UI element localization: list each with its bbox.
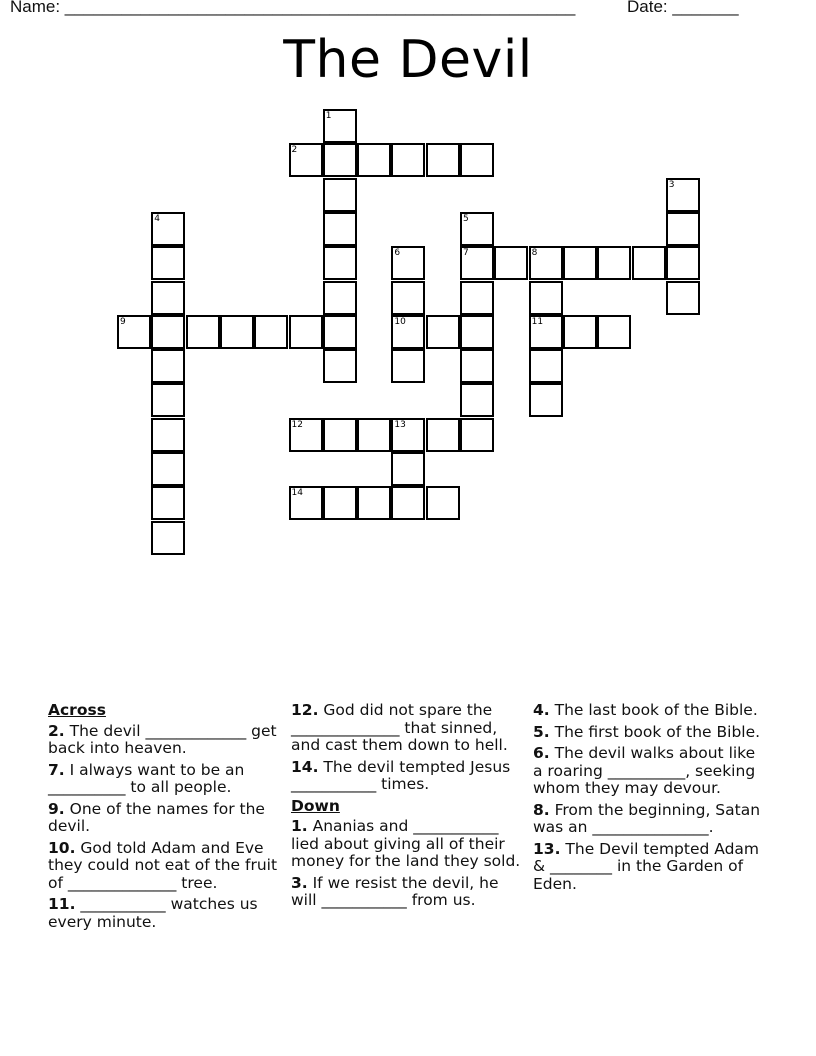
crossword-cell[interactable] — [391, 143, 425, 177]
crossword-cell[interactable] — [426, 143, 460, 177]
clue-across-9: 9. One of the names for the devil. — [48, 799, 265, 835]
clue-across-11: 11. ___________ watches us every minute. — [48, 895, 258, 931]
crossword-cell[interactable] — [323, 246, 357, 280]
clue-across-12: 12. God did not spare the ______________ that sinned, and cast them down to hell. — [291, 701, 508, 754]
crossword-cell[interactable] — [289, 315, 323, 349]
cell-number: 14 — [291, 488, 303, 499]
crossword-cell[interactable] — [323, 281, 357, 315]
crossword-cell[interactable] — [220, 315, 254, 349]
clue-across-14: 14. The devil tempted Jesus ___________ times. — [291, 757, 511, 793]
date-field-label[interactable]: Date: _______ — [627, 0, 739, 16]
crossword-cell[interactable] — [529, 383, 563, 417]
cell-number: 12 — [291, 419, 303, 430]
cell-number: 4 — [154, 213, 161, 224]
crossword-cell[interactable] — [357, 143, 391, 177]
crossword-cell[interactable] — [357, 418, 391, 452]
crossword-cell[interactable] — [151, 349, 185, 383]
crossword-cell[interactable] — [391, 418, 425, 452]
cell-number: 8 — [531, 248, 538, 259]
crossword-cell[interactable] — [529, 281, 563, 315]
crossword-cell[interactable] — [460, 349, 494, 383]
cell-number: 13 — [394, 419, 406, 430]
crossword-cell[interactable] — [151, 486, 185, 520]
crossword-cell[interactable] — [151, 521, 185, 555]
crossword-cell[interactable] — [323, 418, 357, 452]
crossword-cell[interactable] — [391, 281, 425, 315]
crossword-cell[interactable] — [151, 452, 185, 486]
crossword-cell[interactable] — [391, 486, 425, 520]
crossword-cell[interactable] — [460, 281, 494, 315]
across-heading: Across — [48, 701, 106, 719]
crossword-cell[interactable] — [460, 315, 494, 349]
crossword-cell[interactable] — [151, 418, 185, 452]
cell-number: 10 — [394, 316, 406, 327]
crossword-cell[interactable] — [494, 246, 528, 280]
cell-number: 5 — [463, 213, 469, 224]
name-field-label[interactable]: Name: ______________________________________________________ — [10, 0, 576, 16]
crossword-cell[interactable] — [391, 315, 425, 349]
puzzle-title: The Devil — [283, 30, 533, 90]
crossword-cell[interactable] — [391, 349, 425, 383]
crossword-cell[interactable] — [460, 212, 494, 246]
crossword-cell[interactable] — [151, 246, 185, 280]
crossword-cell[interactable] — [426, 486, 460, 520]
crossword-cell[interactable] — [597, 315, 631, 349]
down-heading: Down — [291, 796, 340, 815]
crossword-cell[interactable] — [323, 212, 357, 246]
crossword-cell[interactable] — [460, 246, 494, 280]
cell-number: 2 — [291, 145, 298, 156]
crossword-cell[interactable] — [186, 315, 220, 349]
cell-number: 7 — [463, 248, 469, 259]
crossword-cell[interactable] — [529, 246, 563, 280]
crossword-cell[interactable] — [357, 486, 391, 520]
clue-down-13: 13. The Devil tempted Adam & ________ in the Garden of Eden. — [533, 839, 760, 893]
crossword-cell[interactable] — [426, 418, 460, 452]
clues-column-2 — [291, 702, 523, 914]
crossword-cell[interactable] — [323, 143, 357, 177]
crossword-cell[interactable] — [151, 281, 185, 315]
crossword-cell[interactable] — [666, 281, 700, 315]
crossword-cell[interactable] — [460, 383, 494, 417]
clues-column-1 — [48, 702, 280, 935]
crossword-cell[interactable] — [529, 349, 563, 383]
crossword-cell[interactable] — [460, 143, 494, 177]
crossword-cell[interactable] — [151, 212, 185, 246]
crossword-cell[interactable] — [597, 246, 631, 280]
crossword-cell[interactable] — [426, 315, 460, 349]
crossword-cell[interactable] — [323, 109, 357, 143]
crossword-cell[interactable] — [563, 246, 597, 280]
clue-down-3: 3. If we resist the devil, he will ___________ from us. — [291, 873, 499, 909]
crossword-cell[interactable] — [666, 246, 700, 280]
clue-down-4: 4. The last book of the Bible. — [533, 701, 758, 719]
cell-number: 1 — [325, 111, 332, 121]
clues-column-3 — [533, 702, 765, 897]
clue-down-5: 5. The first book of the Bible. — [533, 722, 761, 741]
cell-number: 9 — [120, 316, 126, 327]
clue-across-7: 7. I always want to be an __________ to all people. — [48, 760, 245, 796]
crossword-cell[interactable] — [254, 315, 288, 349]
crossword-cell[interactable] — [563, 315, 597, 349]
crossword-cell[interactable] — [666, 212, 700, 246]
crossword-cell[interactable] — [151, 315, 185, 349]
crossword-cell[interactable] — [289, 418, 323, 452]
crossword-cell[interactable] — [289, 486, 323, 520]
crossword-cell[interactable] — [460, 418, 494, 452]
clue-down-6: 6. The devil walks about like a roaring __________, seeking whom they may devour. — [533, 744, 756, 797]
clue-across-10: 10. God told Adam and Eve they could not eat of the fruit of ______________ tree. — [48, 838, 278, 892]
crossword-cell[interactable] — [323, 486, 357, 520]
clue-down-1: 1. Ananias and ___________ lied about giving all of their money for the land they sold. — [291, 817, 521, 870]
cell-number: 3 — [668, 179, 675, 190]
clue-down-8: 8. From the beginning, Satan was an _______________. — [533, 800, 761, 836]
cell-number: 6 — [394, 248, 401, 259]
crossword-cell[interactable] — [632, 246, 666, 280]
crossword-cell[interactable] — [289, 143, 323, 177]
clue-across-2: 2. The devil _____________ get back into heaven. — [48, 721, 277, 757]
crossword-cell[interactable] — [323, 349, 357, 383]
crossword-cell[interactable] — [391, 246, 425, 280]
crossword-cell[interactable] — [151, 383, 185, 417]
cell-number: 11 — [531, 316, 544, 327]
crossword-cell[interactable] — [529, 315, 563, 349]
crossword-cell[interactable] — [117, 315, 151, 349]
crossword-cell[interactable] — [666, 178, 700, 212]
crossword-cell[interactable] — [391, 452, 425, 486]
crossword-cell[interactable] — [323, 178, 357, 212]
crossword-cell[interactable] — [323, 315, 357, 349]
